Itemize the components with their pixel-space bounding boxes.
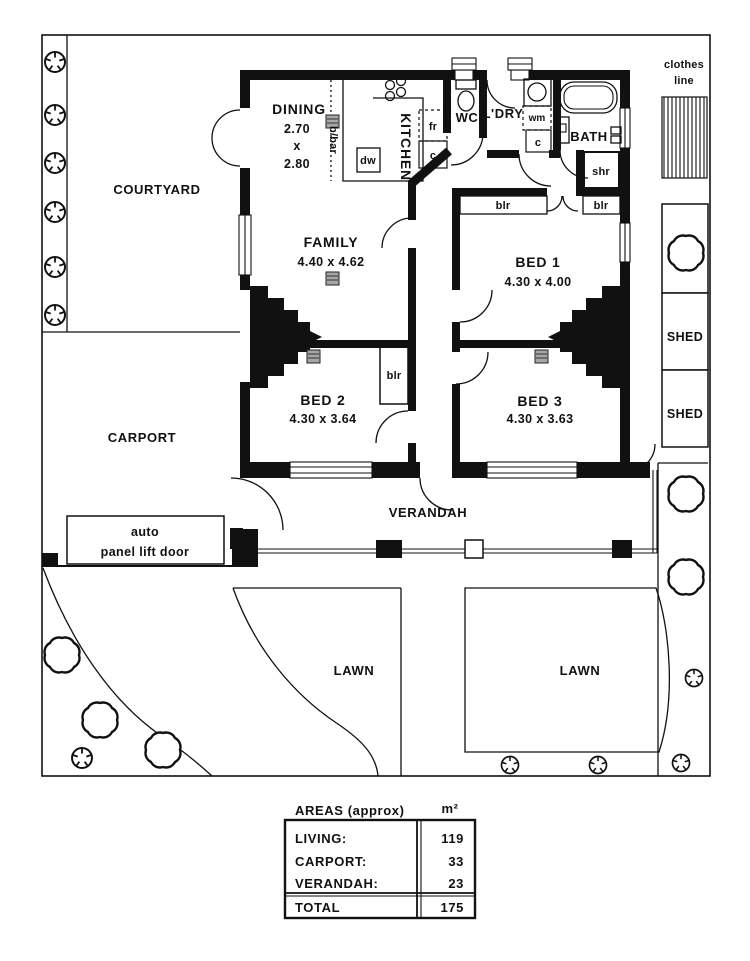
verandah-post	[612, 540, 632, 558]
robe-bed1-left-label: blr	[495, 200, 511, 212]
areas-table	[285, 801, 475, 918]
verandah-post	[465, 540, 483, 558]
shed-top-label: SHED	[666, 330, 704, 344]
auto-door-label-line2: panel lift door	[100, 545, 190, 559]
vent-icon	[535, 350, 548, 363]
laundry-cupboard-label: c	[534, 137, 542, 149]
breakfast-bar-label: b/bar	[327, 126, 339, 154]
areas-row-value: 23	[448, 876, 464, 891]
bed3-dims: 4.30 x 3.63	[506, 412, 574, 426]
vent-icon	[326, 272, 339, 285]
areas-row-label: CARPORT:	[295, 854, 367, 869]
dining-dim-width: 2.70	[284, 122, 310, 136]
verandah-post	[376, 540, 402, 558]
areas-total-value: 175	[440, 900, 464, 915]
clothes-line-label-line1: clothes	[664, 59, 704, 71]
vent-icon	[307, 350, 320, 363]
areas-total-label: TOTAL	[295, 900, 341, 915]
bed2-dims: 4.30 x 3.64	[289, 412, 357, 426]
areas-table-title: AREAS (approx)	[295, 803, 405, 818]
clothes-line-label-line2: line	[674, 75, 694, 87]
shower-label: shr	[592, 166, 610, 178]
verandah-label: VERANDAH	[388, 505, 468, 520]
shed-bottom-label: SHED	[666, 407, 704, 421]
bed1-dims: 4.30 x 4.00	[504, 275, 572, 289]
robe-bed1-right-label: blr	[593, 200, 609, 212]
fridge-label: fr	[428, 121, 438, 133]
wc-label: WC	[455, 110, 479, 125]
lawn-right-label: LAWN	[559, 663, 601, 678]
areas-row-label: LIVING:	[295, 831, 347, 846]
laundry-label: L'DRY	[482, 106, 524, 121]
family-label: FAMILY	[303, 234, 359, 250]
bed2-label: BED 2	[300, 392, 346, 408]
property-boundary	[42, 35, 710, 776]
lawn-left-label: LAWN	[333, 663, 375, 678]
robe-bed2-label: blr	[386, 370, 402, 382]
areas-row-value: 119	[441, 831, 464, 846]
washing-machine-label: wm	[528, 113, 546, 124]
bed3-label: BED 3	[517, 393, 563, 409]
kitchen-cupboard-label: c	[429, 150, 437, 162]
kitchen-label: KITCHEN	[398, 113, 414, 181]
bath-label: BATH	[570, 129, 608, 144]
areas-row-label: VERANDAH:	[295, 876, 379, 891]
dining-dim-x: x	[293, 139, 301, 153]
courtyard-label: COURTYARD	[113, 182, 201, 197]
areas-table-unit: m²	[441, 801, 459, 816]
bed1-label: BED 1	[515, 254, 561, 270]
dining-dim-height: 2.80	[284, 157, 310, 171]
family-dims: 4.40 x 4.62	[297, 255, 365, 269]
carport-label: CARPORT	[107, 430, 177, 445]
dishwasher-label: dw	[360, 155, 376, 167]
areas-row-value: 33	[448, 854, 464, 869]
dining-label: DINING	[272, 101, 326, 117]
clothes-line-area	[662, 97, 707, 178]
auto-door-label-line1: auto	[131, 525, 159, 539]
